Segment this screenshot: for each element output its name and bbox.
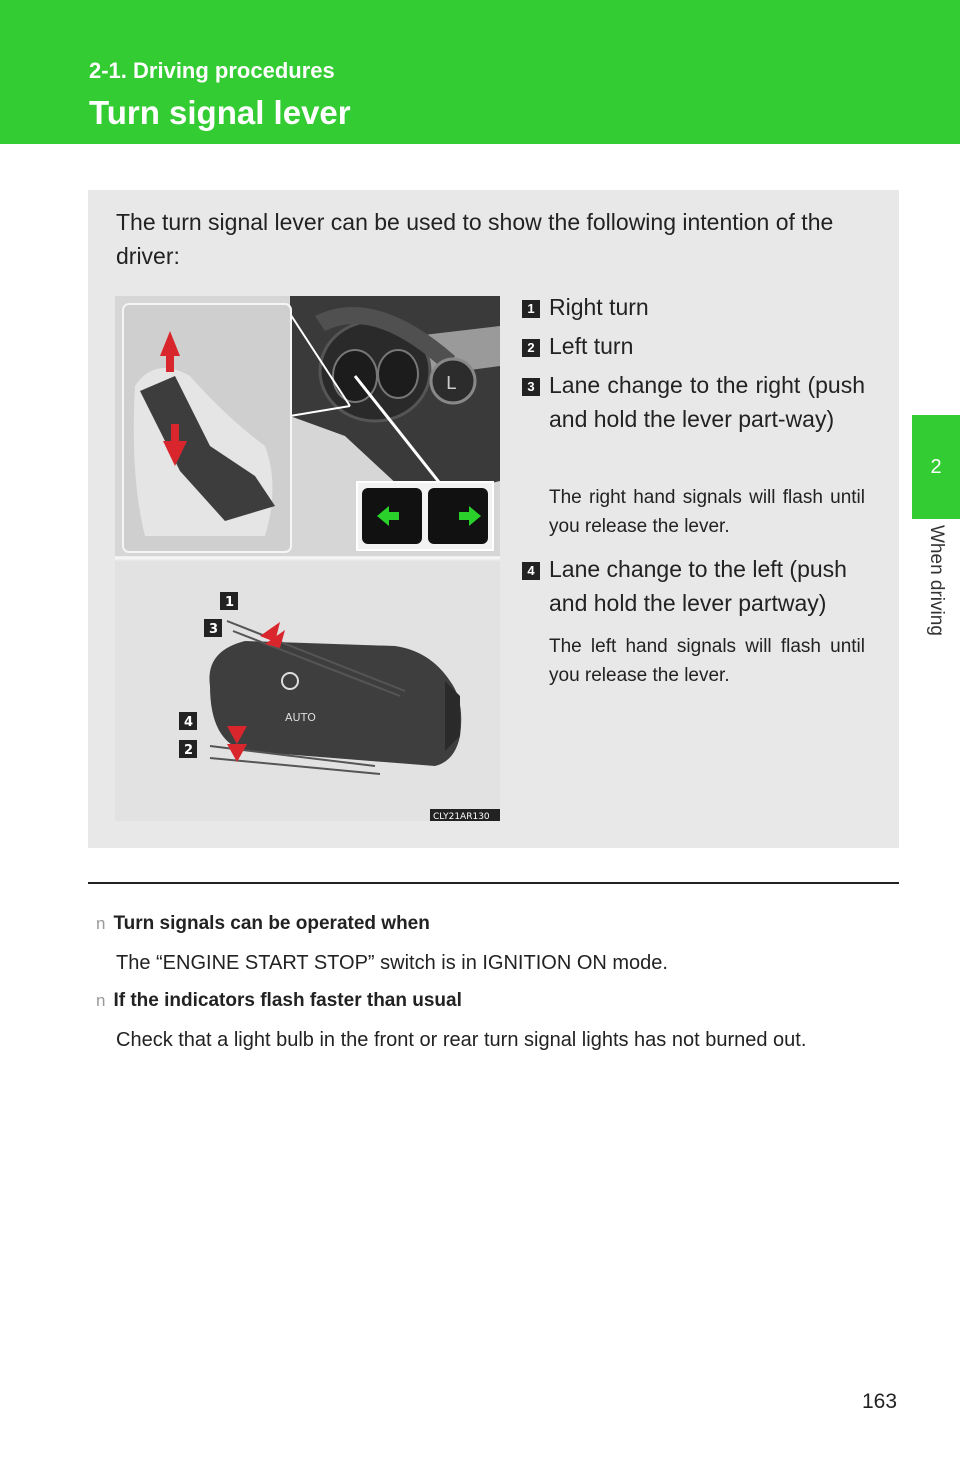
page-title: Turn signal lever: [89, 94, 351, 131]
turn-signal-figure: [115, 296, 500, 821]
svg-text:3: 3: [209, 622, 219, 637]
item-number: 2: [522, 339, 540, 357]
item-text: Lane change to the right (push and hold the lever part-way): [549, 372, 865, 432]
note-body: The “ENGINE START STOP” switch is in IGNITION ON mode.: [116, 952, 668, 974]
chapter-tab: [912, 415, 960, 519]
item-text: Left turn: [549, 333, 634, 359]
note-heading: n If the indicators flash faster than usual: [96, 990, 462, 1011]
chapter-label-text: When driving: [926, 525, 947, 636]
svg-text:4: 4: [184, 715, 194, 730]
bullet-icon: n: [96, 991, 106, 1010]
figure-code: CLY21AR130: [433, 812, 490, 821]
section-title: 2-1. Driving procedures: [89, 58, 335, 83]
chapter-header: [0, 0, 960, 144]
note-body: Check that a light bulb in the front or rear turn signal lights has not burned out.: [116, 1029, 807, 1051]
note-heading: n Turn signals can be operated when: [96, 913, 430, 934]
chapter-number: 2: [930, 455, 942, 478]
page-number: 163: [862, 1390, 898, 1413]
item-text: Right turn: [549, 294, 649, 320]
item-number: 4: [522, 562, 540, 580]
svg-text:1: 1: [225, 595, 235, 610]
bullet-icon: n: [96, 914, 106, 933]
lever-body: [209, 641, 461, 766]
section-divider: [88, 882, 899, 884]
auto-label: AUTO: [285, 711, 316, 724]
item-text: Lane change to the left (push and hold the lever partway): [549, 556, 847, 616]
chapter-label: [912, 525, 960, 665]
logo-mark: L: [446, 373, 457, 394]
item-number: 3: [522, 378, 540, 396]
item-note: The right hand signals will flash until you release the lever.: [549, 487, 865, 537]
svg-text:2: 2: [184, 743, 194, 758]
item-note: The left hand signals will flash until you release the lever.: [549, 636, 865, 686]
item-number: 1: [522, 300, 540, 318]
intro-text: The turn signal lever can be used to show the following intention of the driver:: [116, 209, 834, 269]
